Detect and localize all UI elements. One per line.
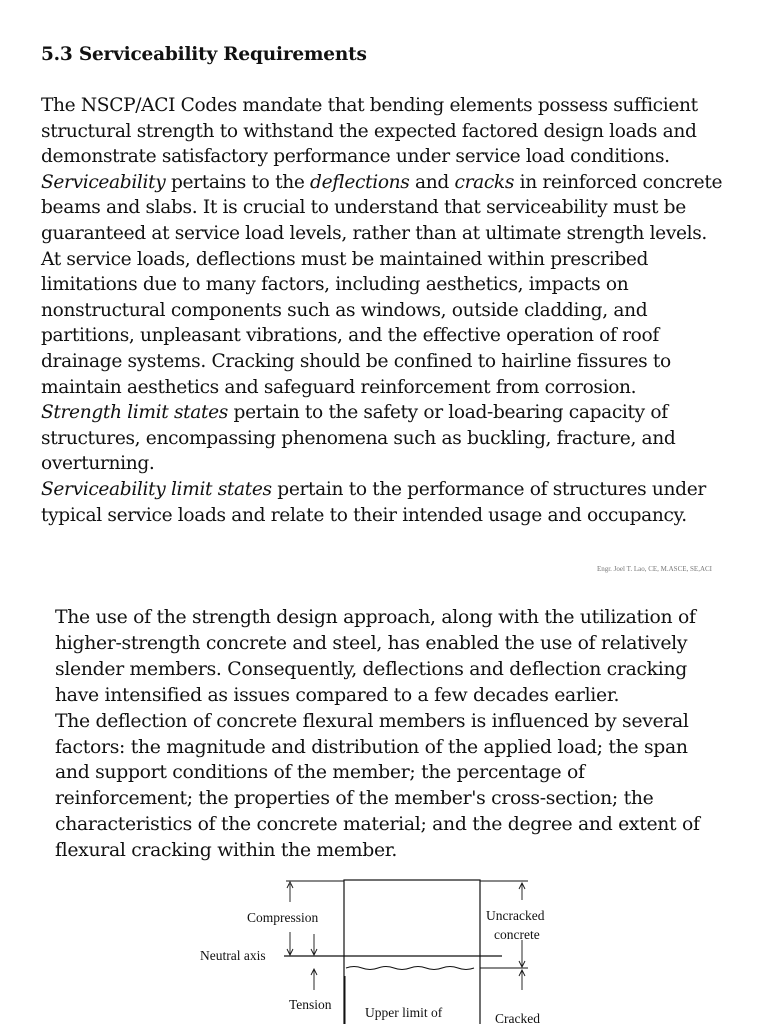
- text-segment: The NSCP/ACI Codes mandate that bending elements possess sufficient: [41, 95, 698, 116]
- cracked-label: Cracked: [495, 1011, 540, 1024]
- paragraph-block-deflection: [55, 605, 700, 864]
- text-segment: pertains to the: [165, 171, 311, 193]
- text-segment: have intensified as issues compared to a few decades earlier.: [55, 684, 620, 706]
- text-line: [55, 735, 700, 761]
- text-line: [55, 631, 700, 657]
- text-segment: drainage systems. Cracking should be confined to hairline fissures to: [41, 350, 671, 372]
- text-segment: nonstructural components such as windows, outside cladding, and: [41, 299, 648, 321]
- text-line: [41, 426, 722, 452]
- author-credit: Engr. Joel T. Lao, CE, M.ASCE, SE,ACI: [596, 565, 712, 573]
- text-line: [41, 247, 722, 273]
- text-segment: flexural cracking within the member.: [55, 840, 398, 862]
- uncracked-label-line2: concrete: [494, 927, 540, 942]
- beam-section-outline: [344, 880, 480, 1024]
- text-segment: higher-strength concrete and steel, has enabled the use of relatively: [55, 632, 688, 654]
- text-segment: The use of the strength design approach, along with the utilization of: [55, 607, 696, 628]
- text-line: [41, 221, 722, 247]
- text-segment: maintain aesthetics and safeguard reinforcement from corrosion.: [41, 376, 637, 398]
- italic-term: Strength limit states: [41, 402, 228, 424]
- text-line: [41, 477, 722, 503]
- text-line: [41, 349, 722, 375]
- text-segment: limitations due to many factors, including aesthetics, impacts on: [41, 274, 629, 296]
- text-segment: At service loads, deflections must be maintained within prescribed: [41, 248, 649, 270]
- text-segment: typical service loads and relate to their intended usage and occupancy.: [41, 504, 687, 526]
- paragraph-block-serviceability: [41, 93, 722, 528]
- text-line: [41, 298, 722, 324]
- text-line: [55, 683, 700, 709]
- text-segment: and: [409, 171, 455, 193]
- text-line: [55, 760, 700, 786]
- text-segment: factors: the magnitude and distribution of the applied load; the span: [55, 736, 688, 758]
- text-line: [41, 272, 722, 298]
- text-line: [41, 323, 722, 349]
- compression-label: Compression: [247, 910, 319, 925]
- text-line: [55, 786, 700, 812]
- text-segment: in reinforced concrete: [514, 171, 723, 193]
- text-segment: overturning.: [41, 453, 155, 475]
- text-line: [55, 709, 700, 735]
- text-segment: guaranteed at service load levels, rather than at ultimate strength levels.: [41, 222, 707, 244]
- text-line: [55, 812, 700, 838]
- text-segment: pertain to the safety or load-bearing capacity of: [227, 402, 668, 424]
- beam-section-diagram: [190, 872, 550, 1024]
- uncracked-label-line1: Uncracked: [486, 908, 545, 923]
- italic-term: Serviceability: [41, 171, 166, 193]
- text-line: [41, 170, 722, 196]
- text-line: [41, 400, 722, 426]
- text-line: [41, 119, 722, 145]
- tension-label: Tension: [289, 997, 332, 1012]
- text-segment: structures, encompassing phenomena such as buckling, fracture, and: [41, 427, 676, 449]
- text-line: [55, 605, 700, 631]
- text-segment: characteristics of the concrete material; and the degree and extent of: [55, 814, 700, 836]
- italic-term: cracks: [454, 171, 515, 193]
- text-line: [55, 657, 700, 683]
- text-segment: beams and slabs. It is crucial to understand that serviceability must be: [41, 197, 686, 219]
- text-line: [41, 195, 722, 221]
- text-segment: and support conditions of the member; the percentage of: [55, 762, 585, 784]
- text-line: [55, 838, 700, 864]
- text-segment: reinforcement; the properties of the member's cross-section; the: [55, 788, 654, 810]
- text-segment: structural strength to withstand the expected factored design loads and: [41, 120, 697, 142]
- crack-limit-line: [346, 967, 474, 970]
- text-segment: partitions, unpleasant vibrations, and the effective operation of roof: [41, 325, 659, 347]
- neutral-axis-label: Neutral axis: [200, 948, 266, 963]
- section-heading: 5.3 Serviceability Requirements: [41, 44, 367, 65]
- text-segment: pertain to the performance of structures under: [271, 478, 706, 500]
- italic-term: Serviceability limit states: [41, 478, 272, 500]
- text-segment: The deflection of concrete flexural members is influenced by several: [55, 710, 689, 732]
- text-line: [41, 144, 722, 170]
- text-segment: demonstrate satisfactory performance under service load conditions.: [41, 146, 670, 168]
- text-line: [41, 375, 722, 401]
- italic-term: deflections: [310, 171, 410, 193]
- upper-limit-label: Upper limit of: [365, 1005, 443, 1020]
- text-segment: slender members. Consequently, deflections and deflection cracking: [55, 658, 687, 680]
- text-line: [41, 93, 722, 119]
- text-line: [41, 503, 722, 529]
- text-line: [41, 451, 722, 477]
